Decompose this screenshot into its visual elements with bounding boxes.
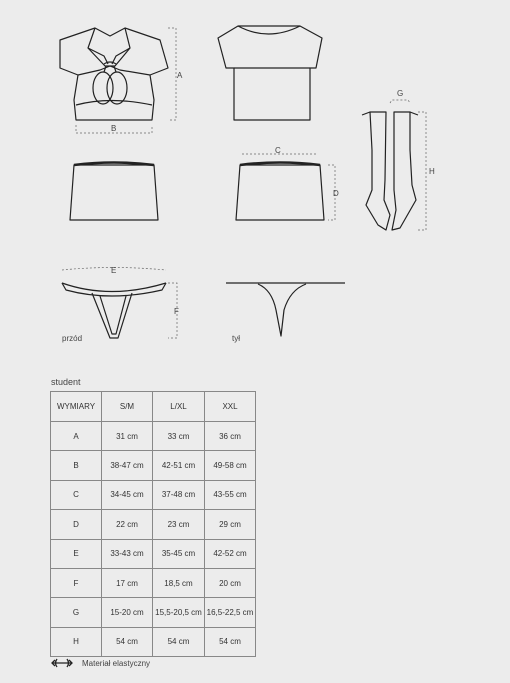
size-value-cell: 38-47 cm [102, 451, 153, 480]
size-value-cell: 54 cm [153, 627, 205, 656]
row-label-cell: A [51, 422, 102, 451]
row-label-cell: D [51, 510, 102, 539]
size-value-cell: 42-51 cm [153, 451, 205, 480]
size-value-cell: 49-58 cm [205, 451, 256, 480]
dim-label-b: B [111, 124, 117, 133]
row-label-cell: H [51, 627, 102, 656]
size-table [50, 391, 256, 657]
table-row [51, 539, 256, 568]
dim-label-g: G [397, 89, 404, 98]
row-label-cell: C [51, 480, 102, 509]
dim-label-a: A [177, 71, 183, 80]
size-value-cell: 42-52 cm [205, 539, 256, 568]
table-row [51, 480, 256, 509]
header-cell: WYMIARY [51, 392, 102, 422]
stockings-drawing [362, 112, 418, 230]
legend-text: Materiał elastyczny [82, 658, 151, 668]
top-front-drawing [60, 28, 168, 120]
size-value-cell: 35-45 cm [153, 539, 205, 568]
dim-label-h: H [429, 167, 435, 176]
size-value-cell: 34-45 cm [102, 480, 153, 509]
dim-label-c: C [275, 146, 281, 155]
thong-back-drawing [226, 283, 345, 336]
size-value-cell: 43-55 cm [205, 480, 256, 509]
legend [50, 658, 150, 668]
table-row [51, 422, 256, 451]
front-label: przód [62, 334, 83, 343]
size-value-cell: 36 cm [205, 422, 256, 451]
table-row [51, 627, 256, 656]
skirt-back-drawing [236, 163, 324, 221]
thong-front-drawing [62, 283, 166, 338]
size-value-cell: 15,5-20,5 cm [153, 598, 205, 627]
size-value-cell: 33-43 cm [102, 539, 153, 568]
row-label-cell: F [51, 568, 102, 597]
size-value-cell: 18,5 cm [153, 568, 205, 597]
top-back-drawing [218, 26, 322, 120]
table-row [51, 451, 256, 480]
size-value-cell: 22 cm [102, 510, 153, 539]
size-value-cell: 29 cm [205, 510, 256, 539]
table-row [51, 510, 256, 539]
row-label-cell: G [51, 598, 102, 627]
dim-label-e: E [111, 266, 117, 275]
table-title: student [51, 377, 81, 387]
elastic-arrows-icon [50, 658, 74, 668]
row-label-cell: B [51, 451, 102, 480]
size-value-cell: 23 cm [153, 510, 205, 539]
dim-label-f: F [174, 307, 179, 316]
dim-label-d: D [333, 189, 339, 198]
size-value-cell: 33 cm [153, 422, 205, 451]
skirt-front-drawing [70, 163, 158, 221]
size-value-cell: 15-20 cm [102, 598, 153, 627]
table-row [51, 598, 256, 627]
size-value-cell: 31 cm [102, 422, 153, 451]
header-cell: S/M [102, 392, 153, 422]
header-cell: XXL [205, 392, 256, 422]
table-header-row [51, 392, 256, 422]
size-value-cell: 37-48 cm [153, 480, 205, 509]
header-cell: L/XL [153, 392, 205, 422]
size-value-cell: 20 cm [205, 568, 256, 597]
size-value-cell: 54 cm [102, 627, 153, 656]
size-value-cell: 17 cm [102, 568, 153, 597]
size-value-cell: 16,5-22,5 cm [205, 598, 256, 627]
back-label: tył [232, 334, 240, 343]
size-value-cell: 54 cm [205, 627, 256, 656]
table-row [51, 568, 256, 597]
row-label-cell: E [51, 539, 102, 568]
